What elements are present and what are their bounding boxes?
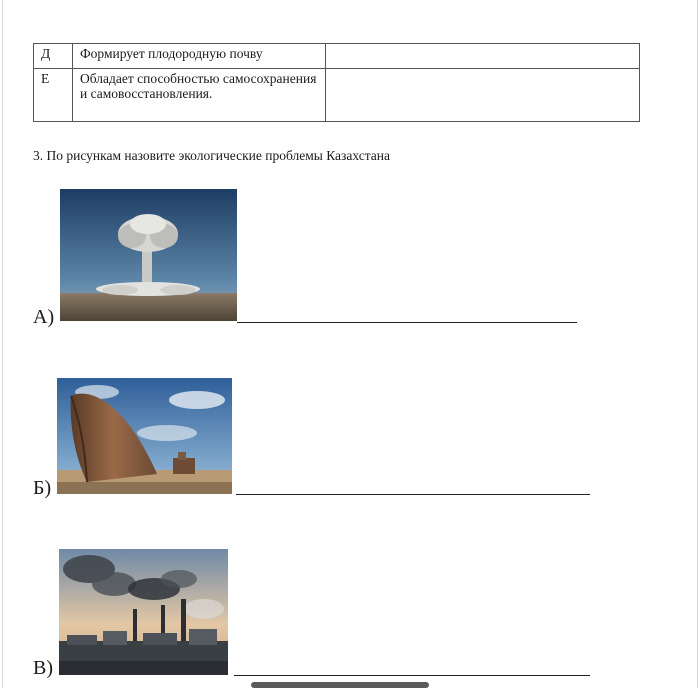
item-letter-b: Б) [33,477,52,499]
industrial-pollution-image [59,549,228,675]
matching-table [33,43,640,122]
horizontal-scrollbar[interactable] [251,682,429,688]
row-letter: Е [34,69,73,122]
table-row [34,44,640,69]
answer-line-c[interactable] [234,675,590,676]
question-text: 3. По рисункам назовите экологические проблемы Казахстана [33,148,390,163]
page-edge-left [2,0,3,688]
row-description: Формирует плодородную почву [73,44,326,69]
row-description: Обладает способностью самосохранения и самовосстановления. [73,69,326,122]
stranded-ship-image [57,378,232,494]
row-letter: Д [34,44,73,69]
answer-line-b[interactable] [236,494,590,495]
answer-line-a[interactable] [237,322,577,323]
nuclear-explosion-image [60,189,237,321]
table-row [34,69,640,122]
item-letter-a: А) [33,306,55,328]
row-answer-cell[interactable] [326,44,640,69]
page-edge-right [697,0,698,688]
row-answer-cell[interactable] [326,69,640,122]
item-letter-c: В) [33,657,53,679]
